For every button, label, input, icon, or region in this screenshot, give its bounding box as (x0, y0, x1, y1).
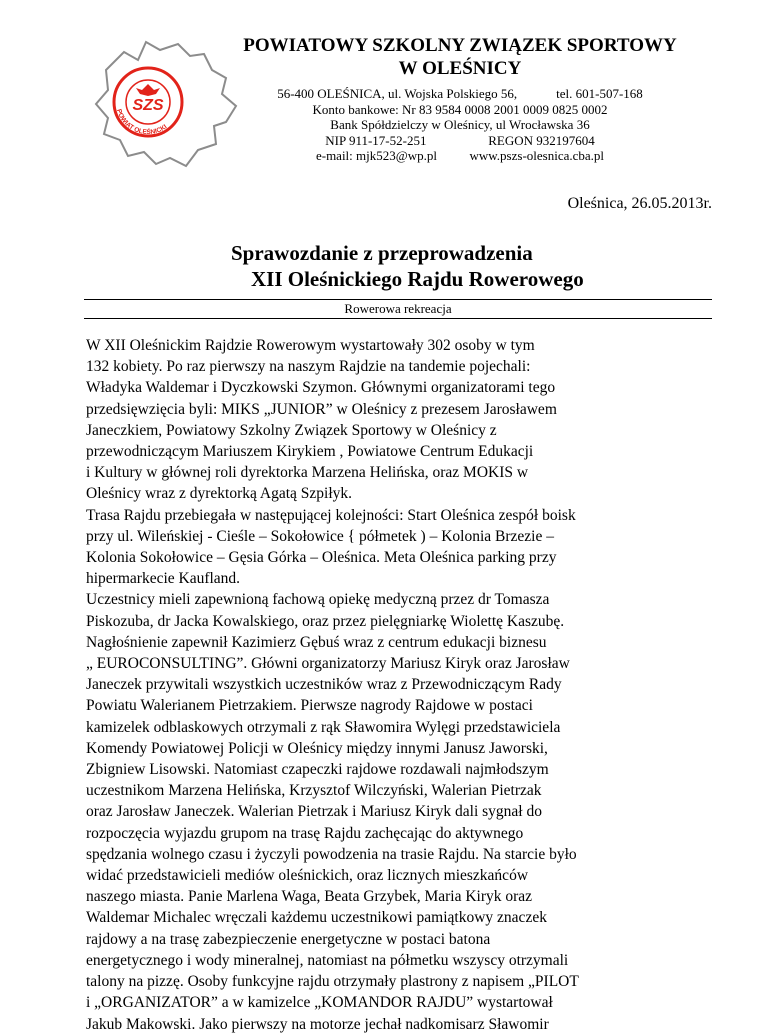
title-line1: Sprawozdanie z przeprowadzenia (231, 241, 533, 265)
body-line: Janeczek przywitali wszystkich uczestników wraz z Przewodniczącym Rady (86, 676, 562, 694)
body-line: W XII Oleśnickim Rajdzie Rowerowym wystartowały 302 osoby w tym (86, 337, 535, 354)
body-line: i Kultury w głównej roli dyrektorka Marzena Helińska, oraz MOKIS w (86, 464, 529, 482)
report-body (86, 335, 726, 1035)
body-line: Waldemar Michalec wręczali każdemu uczestnikowi pamiątkowy znaczek (86, 909, 547, 927)
body-line: i „ORGANIZATOR” a w kamizelce „KOMANDOR RAJDU” wystartował (86, 994, 553, 1012)
body-line: talony na pizzę. Osoby funkcyjne rajdu otrzymały plastrony z napisem „PILOT (86, 973, 579, 991)
logo-ring-text: POWIAT OLEŚNICKI (115, 108, 169, 137)
title-line2: XII Oleśnickiego Rajdu Rowerowego (251, 267, 584, 291)
contact-line: NIP 911-17-52-251 REGON 932197604 (325, 132, 595, 148)
body-line: rajdowy a na trasę zabezpieczenie energetyczne w postaci batona (86, 930, 491, 948)
letterhead (200, 34, 720, 164)
body-line: Uczestnicy mieli zapewnioną fachową opiekę medyczną przez dr Tomasza (86, 591, 550, 609)
document-title (231, 240, 584, 292)
body-line: Powiatu Walerianem Pietrzakiem. Pierwsze nagrody Rajdowe w postaci (86, 697, 533, 715)
document-date: Oleśnica, 26.05.2013r. (567, 195, 712, 212)
bottom-rule (84, 318, 712, 319)
body-line: hipermarkecie Kaufland. (86, 570, 241, 588)
logo-text: SZS (132, 97, 164, 114)
contact-line: 56-400 OLEŚNICA, ul. Wojska Polskiego 56, tel. 601-507-168 (277, 86, 643, 101)
body-line: Kolonia Sokołowice – Gęsia Górka – Oleśnica. Meta Oleśnica parking przy (86, 549, 557, 567)
body-line: przedsięwzięcia byli: MIKS „JUNIOR” w Oleśnicy z prezesem Jarosławem (86, 400, 557, 418)
body-line: przy ul. Wileńskiej - Cieśle – Sokołowice { półmetek ) – Kolonia Brzezie – (86, 527, 554, 545)
body-line: widać przedstawicieli mediów oleśnickich, oraz licznych mieszkańców (86, 867, 529, 885)
contact-line: Bank Spółdzielczy w Oleśnicy, ul Wrocławska 36 (330, 117, 590, 132)
org-title-line2: W OLEŚNICY (398, 58, 522, 79)
org-title-line1: POWIATOWY SZKOLNY ZWIĄZEK SPORTOWY (243, 35, 677, 56)
body-line: Nagłośnienie zapewnił Kazimierz Gębuś wraz z centrum edukacji biznesu (86, 633, 547, 651)
body-line: „ EUROCONSULTING”. Główni organizatorzy Mariusz Kiryk oraz Jarosław (86, 655, 570, 673)
body-line: kamizelek odblaskowych otrzymali z rąk Sławomira Wylęgi przedstawiciela (86, 718, 561, 736)
body-line: oraz Jarosław Janeczek. Walerian Pietrzak i Mariusz Kiryk dali sygnał do (86, 803, 542, 821)
body-line: przewodniczącym Mariuszem Kirykiem , Powiatowe Centrum Edukacji (86, 443, 534, 461)
body-line: 132 kobiety. Po raz pierwszy na naszym Rajdzie na tandemie pojechali: (86, 358, 531, 376)
body-line: spędzania wolnego czasu i życzyli powodzenia na trasie Rajdu. Na starcie było (86, 845, 577, 863)
body-line: Janeczkiem, Powiatowy Szkolny Związek Sportowy w Oleśnicy z (86, 421, 497, 439)
body-line: Oleśnicy wraz z dyrektorką Agatą Szpiłyk. (86, 485, 352, 503)
body-line: Komendy Powiatowej Policji w Oleśnicy między innymi Janusz Jaworski, (86, 739, 548, 757)
subtitle: Rowerowa rekreacja (344, 301, 452, 316)
body-line: naszego miasta. Panie Marlena Waga, Beata Grzybek, Maria Kiryk oraz (86, 888, 533, 906)
body-line: Trasa Rajdu przebiegała w następującej kolejności: Start Oleśnica zespół boisk (86, 506, 576, 524)
body-line: Zbigniew Lisowski. Natomiast czapeczki rajdowe rozdawali najmłodszym (86, 761, 549, 779)
body-line: Jakub Makowski. Jako pierwszy na motorze jechał nadkomisarz Sławomir (86, 1015, 549, 1033)
body-line: Władyka Waldemar i Dyczkowski Szymon. Głównymi organizatorami tego (86, 379, 556, 397)
body-line: energetycznego i wody mineralnej, natomiast na półmetku wszyscy otrzymali (86, 951, 569, 969)
contact-line: Konto bankowe: Nr 83 9584 0008 2001 0009 0825 0002 (312, 101, 608, 117)
body-line: uczestnikom Marzena Helińska, Krzysztof Wilczyński, Walerian Pietrzak (86, 782, 542, 800)
contact-line: e-mail: mjk523@wp.pl www.pszs-olesnica.cba.pl (315, 148, 605, 163)
body-line: Piskozuba, dr Jacka Kowalskiego, oraz przez pielęgniarkę Wiolettę Kaszubę. (86, 612, 565, 630)
contact-block (200, 86, 720, 164)
body-line: rozpoczęcia wyjazdu grupom na trasę Rajdu zachęcając do aktywnego (86, 824, 524, 842)
top-rule (84, 299, 712, 300)
